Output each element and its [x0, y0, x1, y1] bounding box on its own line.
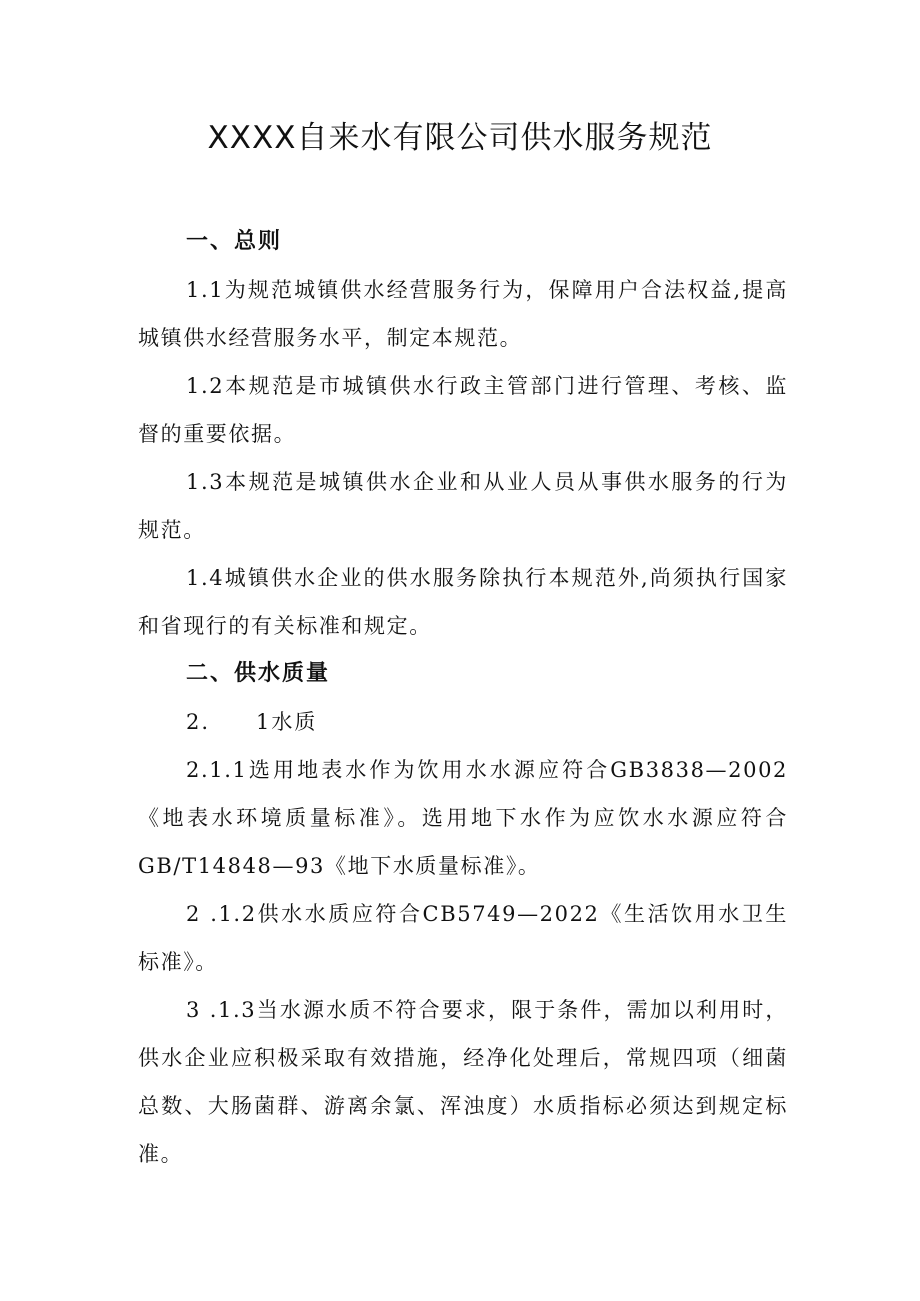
document-body: [138, 218, 788, 1178]
section-heading-general: 一、总则: [186, 229, 283, 254]
paragraph-1-3: 1.3本规范是城镇供水企业和从业人员从事供水服务的行为规范。: [138, 470, 788, 542]
paragraph-2-1-1: 2.1.1选用地表水作为饮用水水源应符合GB3838—2002《地表水环境质量标准》。选用地下水作为应饮水水源应符合GB/T14848—93《地下水质量标准》。: [138, 758, 788, 878]
document-title: XXXX自来水有限公司供水服务规范: [207, 120, 713, 156]
paragraph-1-2: 1.2本规范是市城镇供水行政主管部门进行管理、考核、监督的重要依据。: [138, 374, 788, 446]
subsection-water-quality: 2. 1水质: [186, 710, 318, 734]
paragraph-1-1: 1.1为规范城镇供水经营服务行为，保障用户合法权益,提高城镇供水经营服务水平，制定本规范。: [138, 278, 788, 350]
paragraph-2-1-2: 2 .1.2供水水质应符合CB5749—2022《生活饮用水卫生标准》。: [138, 902, 788, 974]
paragraph-2-1-3: 3 .1.3当水源水质不符合要求，限于条件，需加以利用时，供水企业应积极采取有效措施，经净化处理后，常规四项（细菌总数、大肠菌群、游离余氯、浑浊度）水质指标必须达到规定标准。: [138, 998, 788, 1166]
section-heading-water-quality: 二、供水质量: [186, 661, 331, 686]
paragraph-1-4: 1.4城镇供水企业的供水服务除执行本规范外,尚须执行国家和省现行的有关标准和规定。: [138, 566, 788, 638]
